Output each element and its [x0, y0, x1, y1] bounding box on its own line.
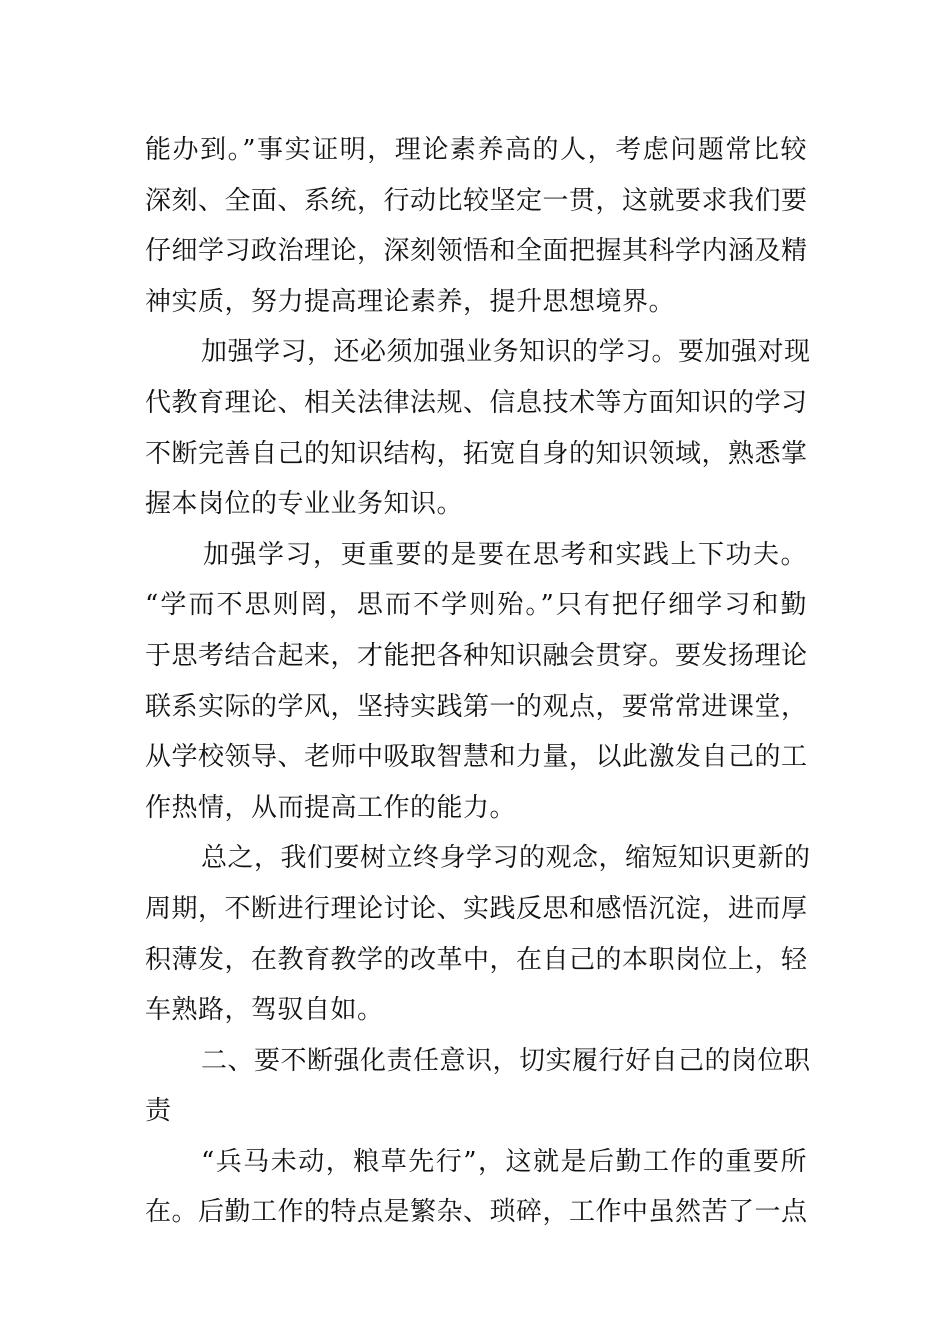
text-line: 不断完善自己的知识结构，拓宽自身的知识领域，熟悉掌 — [145, 438, 808, 469]
text-line: 加强学习，还必须加强业务知识的学习。要加强对现 — [201, 337, 811, 368]
text-line: 握本岗位的专业业务知识。 — [145, 489, 464, 520]
text-line: 二、要不断强化责任意识，切实履行好自己的岗位职 — [201, 1045, 811, 1076]
text-line: 于思考结合起来，才能把各种知识融会贯穿。要发扬理论 — [145, 640, 808, 671]
text-line: “学而不思则罔，思而不学则殆。”只有把仔细学习和勤 — [145, 590, 807, 621]
text-line: 总之，我们要树立终身学习的观念，缩短知识更新的 — [201, 843, 811, 874]
text-line: 深刻、全面、系统，行动比较坚定一贯，这就要求我们要 — [145, 185, 808, 216]
text-line: “兵马未动，粮草先行”，这就是后勤工作的重要所 — [201, 1146, 807, 1177]
text-line: 仔细学习政治理论，深刻领悟和全面把握其科学内涵及精 — [145, 236, 808, 267]
text-line: 联系实际的学风，坚持实践第一的观点，要常常进课堂， — [145, 691, 808, 722]
text-line: 作热情，从而提高工作的能力。 — [145, 792, 517, 823]
paragraph-3 — [145, 530, 807, 834]
section-heading-2 — [145, 1036, 811, 1137]
text-line: 加强学习，更重要的是要在思考和实践上下功夫。 — [203, 539, 807, 570]
text-line: 代教育理论、相关法律法规、信息技术等方面知识的学习 — [145, 387, 808, 418]
paragraph-2 — [145, 327, 811, 529]
paragraph-6 — [145, 1137, 807, 1238]
text-line: 在。后勤工作的特点是繁杂、琐碎，工作中虽然苦了一点 — [145, 1197, 808, 1228]
text-line: 积薄发，在教育教学的改革中，在自己的本职岗位上，轻 — [145, 944, 808, 975]
text-line: 神实质，努力提高理论素养，提升思想境界。 — [145, 286, 676, 317]
text-line: 车熟路，驾驭自如。 — [145, 995, 384, 1026]
document-body — [145, 125, 811, 1238]
paragraph-4 — [145, 833, 811, 1035]
text-line: 周期，不断进行理论讨论、实践反思和感悟沉淀，进而厚 — [145, 893, 808, 924]
text-line: 从学校领导、老师中吸取智慧和力量，以此激发自己的工 — [145, 742, 808, 773]
text-line: 能办到。”事实证明，理论素养高的人，考虑问题常比较 — [145, 135, 807, 165]
text-line: 责 — [145, 1096, 172, 1127]
paragraph-1 — [145, 125, 807, 327]
